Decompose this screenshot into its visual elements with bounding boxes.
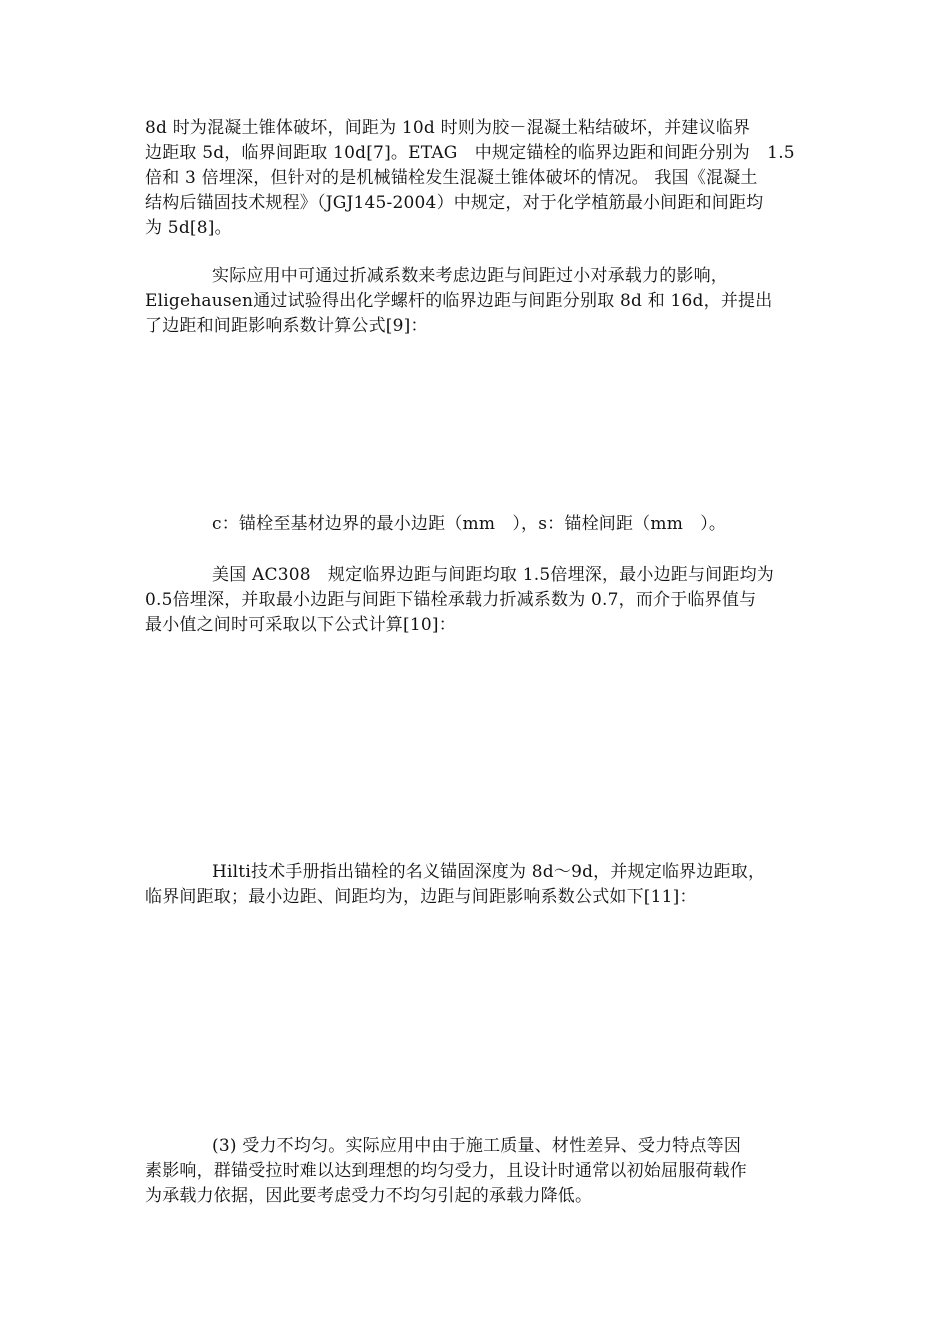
paragraph-1-line-5: 为 5d[8]。 (145, 218, 232, 238)
paragraph-2-line-1: 实际应用中可通过折减系数来考虑边距与间距过小对承载力的影响， (212, 266, 728, 286)
paragraph-4-line-3: 最小值之间时可采取以下公式计算[10]： (145, 615, 456, 635)
paragraph-5-line-1: Hilti技术手册指出锚栓的名义锚固深度为 8d～9d，并规定临界边距取， (212, 862, 766, 882)
paragraph-5-line-2: 临界间距取；最小边距、间距均为，边距与间距影响系数公式如下[11]： (145, 887, 697, 907)
paragraph-2-line-3: 了边距和间距影响系数计算公式[9]： (145, 316, 428, 336)
paragraph-1-line-2: 边距取 5d，临界间距取 10d[7]。ETAG 中规定锚栓的临界边距和间距分别为 1.5 (145, 143, 795, 163)
paragraph-4-line-2: 0.5倍埋深，并取最小边距与间距下锚栓承载力折减系数为 0.7，而介于临界值与 (145, 590, 757, 610)
paragraph-1-line-1: 8d 时为混凝土锥体破坏，间距为 10d 时则为胶－混凝土粘结破坏，并建议临界 (145, 118, 751, 138)
paragraph-1-line-3: 倍和 3 倍埋深，但针对的是机械锚栓发生混凝土锥体破坏的情况。 我国《混凝土 (145, 168, 758, 188)
paragraph-3-line-1: c：锚栓至基材边界的最小边距（mm ），s：锚栓间距（mm ）。 (212, 514, 727, 534)
paragraph-6-line-1: (3) 受力不均匀。实际应用中由于施工质量、材性差异、受力特点等因 (212, 1136, 742, 1156)
paragraph-1-line-4: 结构后锚固技术规程》（JGJ145-2004）中规定，对于化学植筋最小间距和间距均 (145, 193, 764, 213)
paragraph-6-line-3: 为承载力依据，因此要考虑受力不均匀引起的承载力降低。 (145, 1186, 593, 1206)
paragraph-4-line-1: 美国 AC308 规定临界边距与间距均取 1.5倍埋深，最小边距与间距均为 (212, 565, 774, 585)
paragraph-2-line-2: Eligehausen通过试验得出化学螺杆的临界边距与间距分别取 8d 和 16d，并提出 (145, 291, 773, 311)
paragraph-6-line-2: 素影响，群锚受拉时难以达到理想的均匀受力，且设计时通常以初始屈服荷载作 (145, 1161, 747, 1181)
